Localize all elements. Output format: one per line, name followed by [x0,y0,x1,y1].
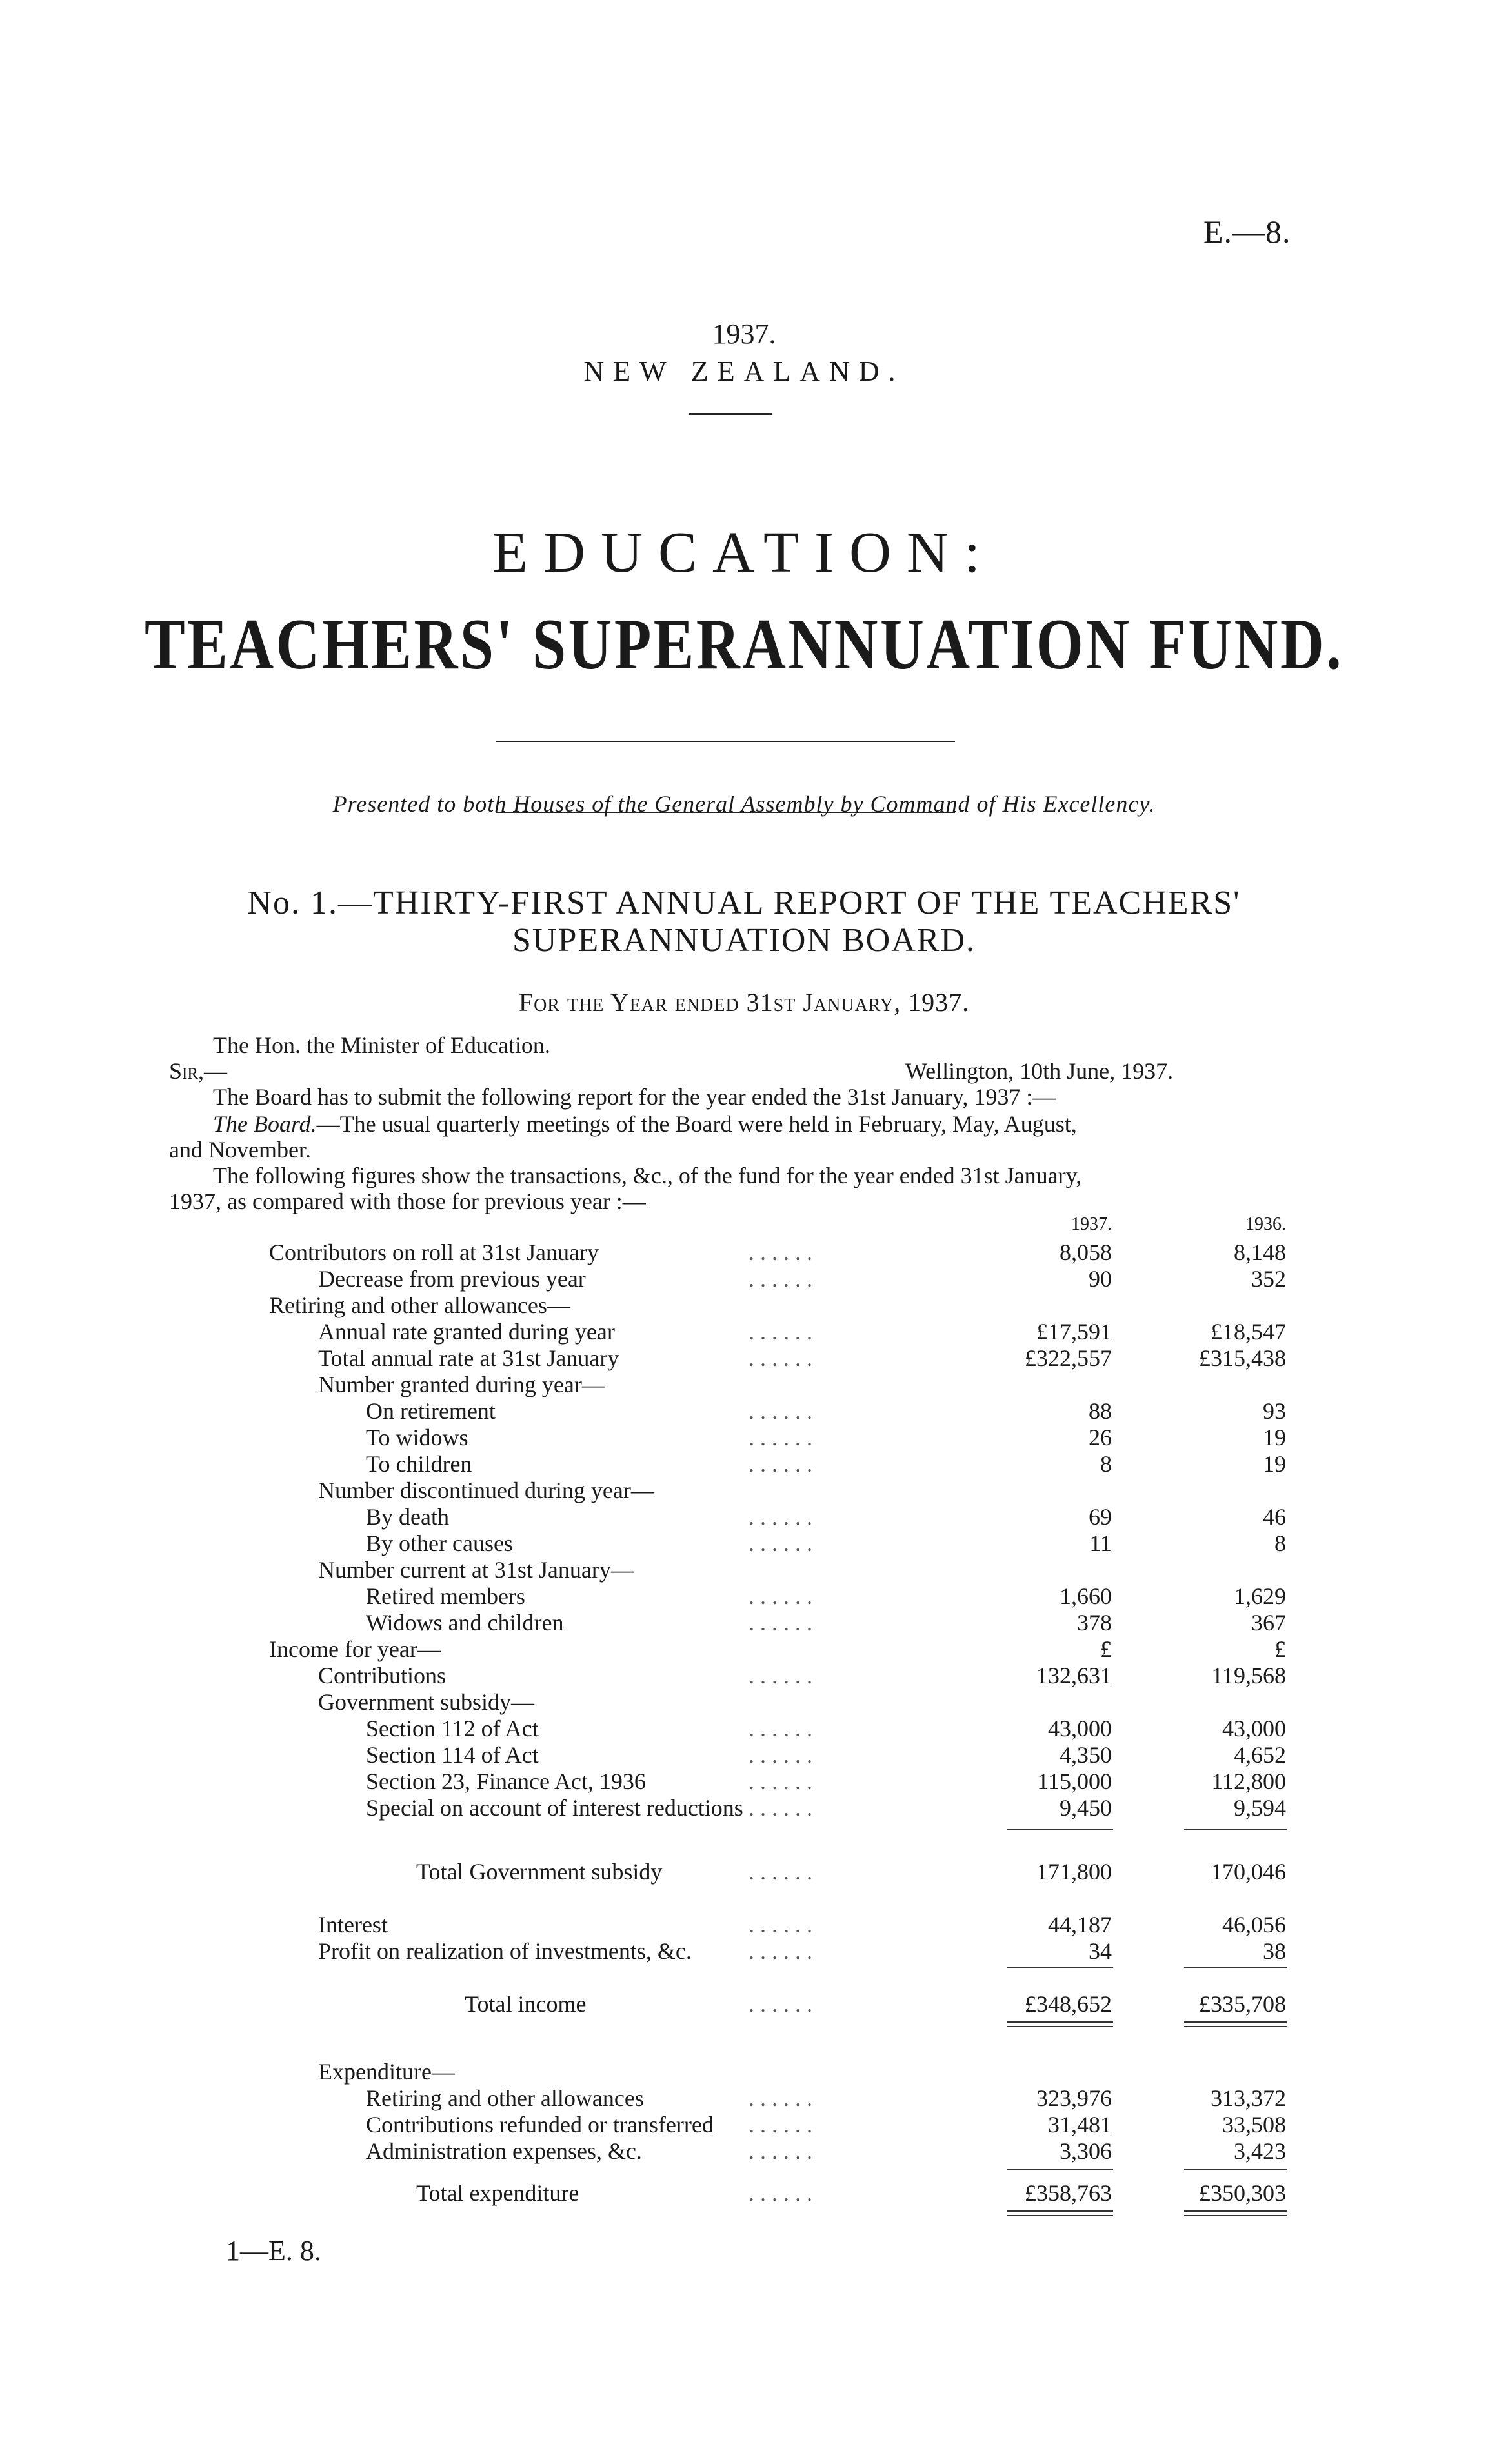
value-1937: 44,187 [1048,1912,1112,1938]
value-1936: £315,438 [1199,1345,1286,1371]
expenditure-subtotal-rule [1184,2169,1287,2170]
value-1937: £ [1100,1636,1112,1662]
value-1937: 31,481 [1048,2112,1112,2138]
table-row [0,1990,1488,2017]
row-label: By other causes [366,1530,513,1556]
value-1937: 43,000 [1048,1716,1112,1741]
title-divider-top [496,741,955,742]
row-label: To children [366,1451,472,1477]
value-1937: 1,660 [1060,1583,1112,1609]
value-1937: 26 [1089,1425,1112,1450]
row-label: Contributions refunded or transferred [366,2112,714,2138]
table-row [0,1768,1488,1794]
document-reference: E.—8. [1203,214,1291,250]
value-1937: 9,450 [1060,1795,1112,1821]
table-row [0,1938,1488,1964]
table-row [0,1530,1488,1556]
leader-dots: . . . . . . [749,1398,812,1424]
row-label: Annual rate granted during year [318,1319,615,1345]
value-1936: £350,303 [1199,2180,1286,2206]
report-period: For the Year ended 31st January, 1937. [518,988,970,1017]
value-1937: 115,000 [1037,1768,1112,1794]
income-subtotal-rule [1184,1967,1287,1968]
value-1936: 119,568 [1211,1663,1286,1688]
value-1936: 46,056 [1222,1912,1286,1938]
leader-dots: . . . . . . [749,1663,812,1688]
row-label: Section 112 of Act [366,1716,539,1741]
value-1936: 8,148 [1234,1239,1286,1265]
table-row [0,1292,1488,1318]
table-row [0,2111,1488,2138]
expenditure-total-double-rule [1007,2210,1113,2216]
income-total-double-rule [1184,2021,1287,2027]
value-1936: 38 [1263,1938,1286,1964]
table-row [0,1265,1488,1292]
value-1936: £18,547 [1211,1319,1286,1345]
value-1936: 46 [1263,1504,1286,1530]
leader-dots: . . . . . . [749,2112,812,2138]
row-label: By death [366,1504,449,1530]
row-label: Widows and children [366,1610,564,1636]
department-heading: EDUCATION: [492,521,996,585]
row-label: Government subsidy— [318,1689,534,1715]
leader-dots: . . . . . . [749,1991,812,2017]
row-label: Section 114 of Act [366,1742,539,1768]
table-row [0,2179,1488,2206]
table-row [0,1688,1488,1715]
row-label: Expenditure— [318,2059,455,2085]
table-row [0,2058,1488,2085]
leader-dots: . . . . . . [749,1425,812,1450]
country-heading: NEW ZEALAND. [583,356,905,387]
letter-paragraph-3-line-2: 1937, as compared with those for previous year :— [169,1188,646,1214]
leader-dots: . . . . . . [749,2138,812,2164]
leader-dots: . . . . . . [749,1768,812,1794]
value-1936: 3,423 [1234,2138,1286,2164]
table-row [0,1397,1488,1424]
row-label: Interest [318,1912,388,1938]
expenditure-total-double-rule [1184,2210,1287,2216]
value-1936: 9,594 [1234,1795,1286,1821]
report-title-line-2: SUPERANNUATION BOARD. [512,922,976,959]
row-label: To widows [366,1425,468,1450]
value-1937: 8 [1100,1451,1112,1477]
leader-dots: . . . . . . [749,1795,812,1821]
value-1937: 90 [1089,1266,1112,1292]
row-label: Special on account of interest reductions [366,1795,743,1821]
document-year: 1937. [712,318,776,350]
row-label: Total expenditure [416,2180,579,2206]
table-row [0,1318,1488,1345]
row-label: Total annual rate at 31st January [318,1345,619,1371]
table-row [0,1239,1488,1265]
table-row [0,1345,1488,1371]
value-1936: 8 [1274,1530,1286,1556]
letter-paragraph-1: The Board has to submit the following report for the year ended the 31st January, 1937 :— [213,1084,1056,1110]
row-label: Total income [465,1991,587,2017]
value-1937: £17,591 [1036,1319,1112,1345]
row-label: Retiring and other allowances— [269,1292,570,1318]
leader-dots: . . . . . . [749,1451,812,1477]
table-row [0,1715,1488,1741]
row-label: Number discontinued during year— [318,1477,654,1503]
value-1936: 352 [1251,1266,1286,1292]
value-1937: 323,976 [1036,2085,1112,2111]
table-row [0,1609,1488,1636]
income-total-double-rule [1007,2021,1113,2027]
letter-place-date: Wellington, 10th June, 1937. [905,1058,1174,1084]
value-1936: 93 [1263,1398,1286,1424]
column-header-1936: 1936. [1245,1214,1286,1234]
row-label: Administration expenses, &c. [366,2138,642,2164]
income-subtotal-rule [1007,1967,1113,1968]
table-row [0,1583,1488,1609]
leader-dots: . . . . . . [749,1504,812,1530]
letter-salutation: Sir,— [169,1058,228,1084]
leader-dots: . . . . . . [749,1742,812,1768]
row-label: Retiring and other allowances [366,2085,644,2111]
value-1936: 170,046 [1211,1859,1286,1885]
table-row [0,1858,1488,1885]
title-divider-bottom [496,812,955,813]
subsidy-subtotal-rule [1007,1829,1113,1830]
leader-dots: . . . . . . [749,1583,812,1609]
value-1936: 43,000 [1222,1716,1286,1741]
leader-dots: . . . . . . [749,1239,812,1265]
value-1937: 88 [1089,1398,1112,1424]
paragraph-2-text: —The usual quarterly meetings of the Board were held in February, May, August, [316,1111,1077,1137]
table-row [0,1636,1488,1662]
table-row [0,1503,1488,1530]
table-row [0,1911,1488,1938]
table-row [0,1662,1488,1688]
value-1937: 34 [1089,1938,1112,1964]
value-1937: 11 [1089,1530,1112,1556]
row-label: Contributions [318,1663,447,1688]
value-1936: 367 [1251,1610,1286,1636]
leader-dots: . . . . . . [749,2180,812,2206]
leader-dots: . . . . . . [749,1912,812,1938]
table-row [0,1371,1488,1397]
leader-dots: . . . . . . [749,2085,812,2111]
letter-paragraph-3-line-1: The following figures show the transactions, &c., of the fund for the year ended 31st January, [213,1163,1082,1188]
leader-dots: . . . . . . [749,1938,812,1964]
table-row [0,1741,1488,1768]
value-1937: 69 [1089,1504,1112,1530]
value-1936: £ [1274,1636,1286,1662]
letter-paragraph-2 [213,1111,1240,1137]
value-1937: 171,800 [1036,1859,1112,1885]
report-title-line-1: No. 1.—THIRTY-FIRST ANNUAL REPORT OF THE TEACHERS' [247,885,1241,921]
value-1936: 313,372 [1211,2085,1286,2111]
value-1937: 132,631 [1036,1663,1112,1688]
letter-paragraph-2-line-2: and November. [169,1137,311,1163]
row-label: Contributors on roll at 31st January [269,1239,599,1265]
row-label: Income for year— [269,1636,441,1662]
row-label: Retired members [366,1583,525,1609]
table-row [0,1424,1488,1450]
leader-dots: . . . . . . [749,1345,812,1371]
value-1936: 4,652 [1234,1742,1286,1768]
table-row [0,1556,1488,1583]
value-1937: 3,306 [1060,2138,1112,2164]
value-1937: 4,350 [1060,1742,1112,1768]
table-row [0,2085,1488,2111]
value-1937: £358,763 [1025,2180,1112,2206]
paragraph-2-heading: The Board. [213,1111,317,1137]
page-title: TEACHERS' SUPERANNUATION FUND. [144,605,1344,685]
value-1936: 33,508 [1222,2112,1286,2138]
value-1936: £335,708 [1199,1991,1286,2017]
leader-dots: . . . . . . [749,1716,812,1741]
table-row [0,2138,1488,2164]
value-1936: 112,800 [1211,1768,1286,1794]
letter-addressee: The Hon. the Minister of Education. [213,1032,550,1058]
leader-dots: . . . . . . [749,1530,812,1556]
leader-dots: . . . . . . [749,1859,812,1885]
subsidy-subtotal-rule [1184,1829,1287,1830]
table-row [0,1477,1488,1503]
table-row [0,1450,1488,1477]
row-label: Number granted during year— [318,1372,605,1397]
leader-dots: . . . . . . [749,1266,812,1292]
column-header-1937: 1937. [1071,1214,1112,1234]
row-label: Total Government subsidy [416,1859,663,1885]
value-1937: 378 [1077,1610,1112,1636]
expenditure-subtotal-rule [1007,2169,1113,2170]
row-label: On retirement [366,1398,496,1424]
header-divider [689,413,772,415]
leader-dots: . . . . . . [749,1319,812,1345]
row-label: Section 23, Finance Act, 1936 [366,1768,646,1794]
row-label: Profit on realization of investments, &c. [318,1938,692,1964]
value-1936: 19 [1263,1425,1286,1450]
presented-statement: Presented to both Houses of the General Assembly by Command of His Excellency. [332,791,1156,817]
leader-dots: . . . . . . [749,1610,812,1636]
value-1937: £348,652 [1025,1991,1112,2017]
value-1937: £322,557 [1025,1345,1112,1371]
page-footer-reference: 1—E. 8. [226,2235,321,2267]
row-label: Number current at 31st January— [318,1557,634,1583]
value-1936: 1,629 [1234,1583,1286,1609]
value-1937: 8,058 [1060,1239,1112,1265]
value-1936: 19 [1263,1451,1286,1477]
table-row [0,1794,1488,1821]
row-label: Decrease from previous year [318,1266,586,1292]
